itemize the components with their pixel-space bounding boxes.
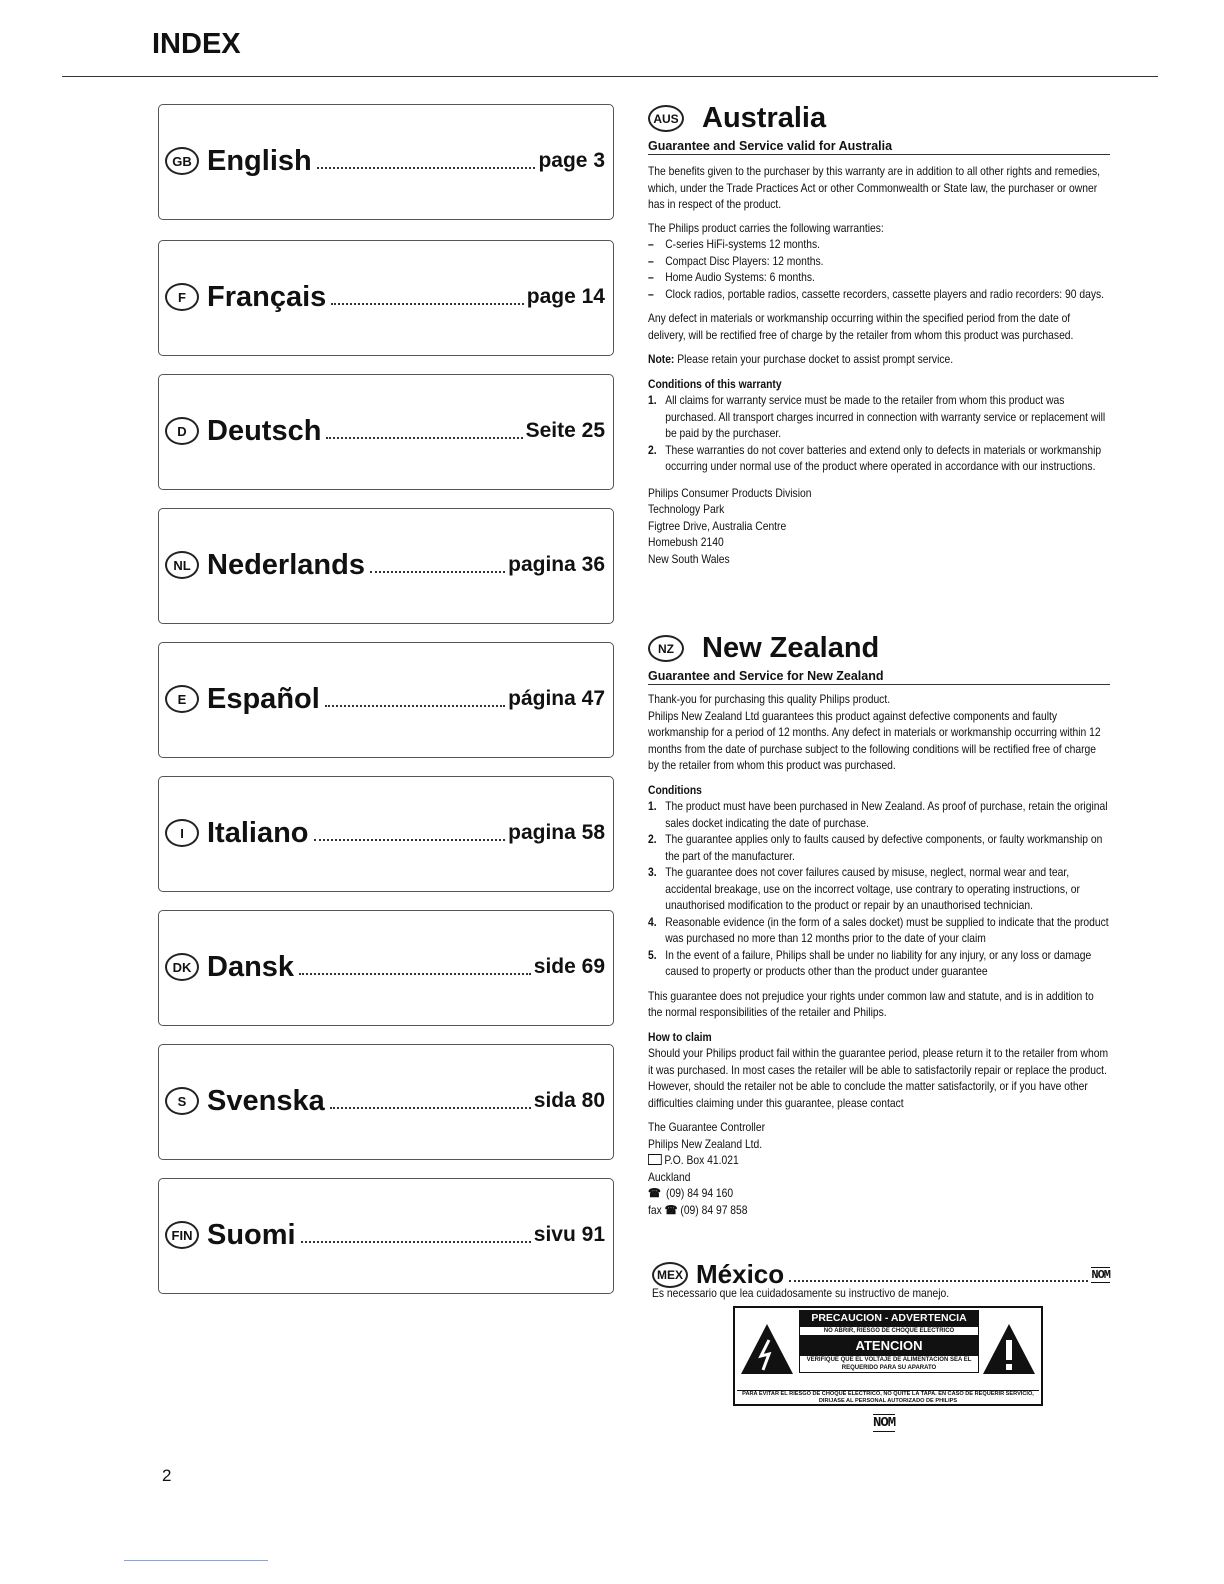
language-badge: E [165,685,199,713]
language-badge: NL [165,551,199,579]
dot-leader [314,839,506,841]
language-name: Français [207,280,327,313]
language-badge: S [165,1087,199,1115]
page-reference: página 47 [508,687,605,710]
phone-icon: ☎ [664,1202,678,1217]
country-badge-nz: NZ [648,635,684,662]
country-badge-mex: MEX [652,1262,688,1288]
page-reference: pagina 58 [508,821,605,844]
dot-leader [317,167,536,169]
intro-block: Thank-you for purchasing this quality Philips product. Philips New Zealand Ltd guarantees this product against defective components and faulty workmanship for a period of 12 months. Any defect in materials or workmanship occurring within 12 months from the date of purchase subject to the following conditions will be rectified free of charge by the retailer from whom this product was purchased. [648,692,1101,772]
dot-leader [299,973,531,975]
page-reference: page 14 [526,285,605,308]
dot-leader [789,1280,1088,1282]
section-title: México [696,1259,785,1289]
language-badge: FIN [165,1221,199,1249]
section-subtitle: Guarantee and Service for New Zealand [648,669,1110,685]
list-item: 3. The guarantee does not cover failures caused by misuse, neglect, normal wear and tear, accidental breakage, use on the incorrect voltage, use contrary to operating instructions, or unauthorised modification to the product or repair by an unauthorised technician. [648,865,1080,912]
page-reference: side 69 [533,955,605,978]
list-item: – Clock radios, portable radios, cassette recorders, cassette players and radio recorders: 90 days. [648,286,1105,301]
language-badge: I [165,819,199,847]
list-item: 2. The guarantee applies only to faults caused by defective components, or faulty workmanship on the part of the manufacturer. [648,832,1103,863]
mexico-text: Es necessario que lea cuidadosamente su instructivo de manejo. [652,1286,950,1300]
defect-text: Any defect in materials or workmanship occurring within the specified period from the date of delivery, will be rectified free of charge by the retailer from whom this product was purchased. [648,311,1074,342]
warning-footer-text: PARA EVITAR EL RIESGO DE CHOQUE ELECTRICO, NO QUITE LA TAPA. EN CASO DE REQUERIR SERVICIO, DIRIJASE AL PERSONAL AUTORIZADO DE PHILIPS [737,1390,1039,1405]
language-badge: DK [165,953,199,981]
list-item: 1. All claims for warranty service must be made to the retailer from whom this product was purchased. All transport charges incurred in connection with warranty service or replacement will be paid by the purchaser. [648,393,1106,440]
nom-mark: NOM [1091,1267,1110,1282]
index-entry-e [158,642,614,758]
warranties-intro: The Philips product carries the following warranties: [648,220,884,235]
header-rule [62,76,1158,77]
address-block: Philips Consumer Products Division Technology Park Figtree Drive, Australia Centre Homebush 2140 New South Wales [648,485,812,566]
warning-label [733,1306,1043,1406]
page-reference: page 3 [538,149,605,172]
page-title: INDEX [152,28,241,60]
dot-leader [301,1241,531,1243]
claim-block: How to claim Should your Philips product fail within the guarantee period, please return it to the retailer from whom it was purchased. In most cases the retailer will be able to satisfactorily repair or replace the product. However, should the retailer not be able to conclude the matter satisfactorily, or if you have other difficulties claiming under this guarantee, please contact [648,1029,1109,1110]
warning-text: VERIFIQUE QUE EL VOLTAJE DE ALIMENTACION SEA EL REQUERIDO PARA SU APARATO [799,1355,979,1373]
conditions-title: Conditions [648,782,702,797]
index-entry-i [158,776,614,892]
section-title: New Zealand [702,632,880,664]
conditions-title: Conditions of this warranty [648,376,782,391]
language-name: Svenska [207,1084,325,1117]
section-title: Australia [702,102,827,134]
language-name: English [207,144,312,177]
claim-title: How to claim [648,1029,712,1044]
page-reference: Seite 25 [525,419,605,442]
conditions-block [648,376,1109,475]
footer-rule [124,1560,268,1561]
page-reference: sida 80 [533,1089,605,1112]
language-name: Suomi [207,1218,296,1251]
warranties-list [648,220,1109,303]
language-badge: GB [165,147,199,175]
note-text: Note: Please retain your purchase docket to assist prompt service. [648,352,954,366]
dot-leader [326,437,522,439]
list-item: 2. These warranties do not cover batteries and extend only to defects in materials or workmanship occurring under normal use of the product where operated in accordance with our instructions. [648,442,1102,473]
index-entry-gb [158,104,614,220]
dot-leader [370,571,505,573]
australia-section [648,102,1110,567]
nom-mark: NOM [873,1415,896,1431]
electric-hazard-icon [737,1320,797,1380]
exclamation-warning-icon [979,1320,1039,1380]
page-reference: pagina 36 [508,553,605,576]
dot-leader [331,303,523,305]
language-name: Español [207,682,320,715]
index-entry-fin [158,1178,614,1294]
page-reference: sivu 91 [533,1223,605,1246]
list-item: – C-series HiFi-systems 12 months. [648,237,821,251]
language-name: Deutsch [207,414,322,447]
phone-icon: ☎ [648,1186,661,1200]
warning-band: PRECAUCION - ADVERTENCIA [799,1310,979,1326]
new-zealand-section [648,632,1110,1218]
section-subtitle: Guarantee and Service valid for Australia [648,139,1110,155]
list-item: 4. Reasonable evidence (in the form of a sales docket) must be supplied to indicate that the product was purchased no more than 12 months prior to the date of your claim [648,914,1109,945]
language-badge: D [165,417,199,445]
list-item: – Compact Disc Players: 12 months. [648,253,824,268]
dot-leader [325,705,505,707]
dot-leader [330,1107,531,1109]
index-entry-s [158,1044,614,1160]
index-entry-nl [158,508,614,624]
list-item: 1. The product must have been purchased in New Zealand. As proof of purchase, retain the original sales docket indicating the date of purchase. [648,799,1108,830]
language-name: Nederlands [207,548,365,581]
language-badge: F [165,283,199,311]
contact-block: The Guarantee Controller Philips New Zealand Ltd. P.O. Box 41.021 Auckland ☎ (09) 84 94 160 fax ☎ (09) 84 97 858 [648,1120,766,1217]
index-entry-dk [158,910,614,1026]
rights-text: This guarantee does not prejudice your rights under common law and statute, and is in addition to the normal responsibilities of the retailer and Philips. [648,988,1094,1019]
warning-band: ATENCION [799,1336,979,1355]
language-name: Italiano [207,816,309,849]
list-item: 5. In the event of a failure, Philips shall be under no liability for any injury, or any loss or damage caused to property or products other than the product under guarantee [648,947,1092,978]
page-number: 2 [162,1466,172,1485]
index-entry-d [158,374,614,490]
country-badge-aus: AUS [648,105,684,132]
warning-text: NO ABRIR, RIESGO DE CHOQUE ELECTRICO [799,1326,979,1336]
intro-text: The benefits given to the purchaser by this warranty are in addition to all other rights and remedies, which, under the Trade Practices Act or other Commonwealth or State law, the purchaser or owner has in respect of the product. [648,164,1101,211]
index-entry-f [158,240,614,356]
language-name: Dansk [207,950,295,983]
mail-icon [648,1154,662,1165]
conditions-block [648,782,1109,980]
list-item: – Home Audio Systems: 6 months. [648,270,815,284]
